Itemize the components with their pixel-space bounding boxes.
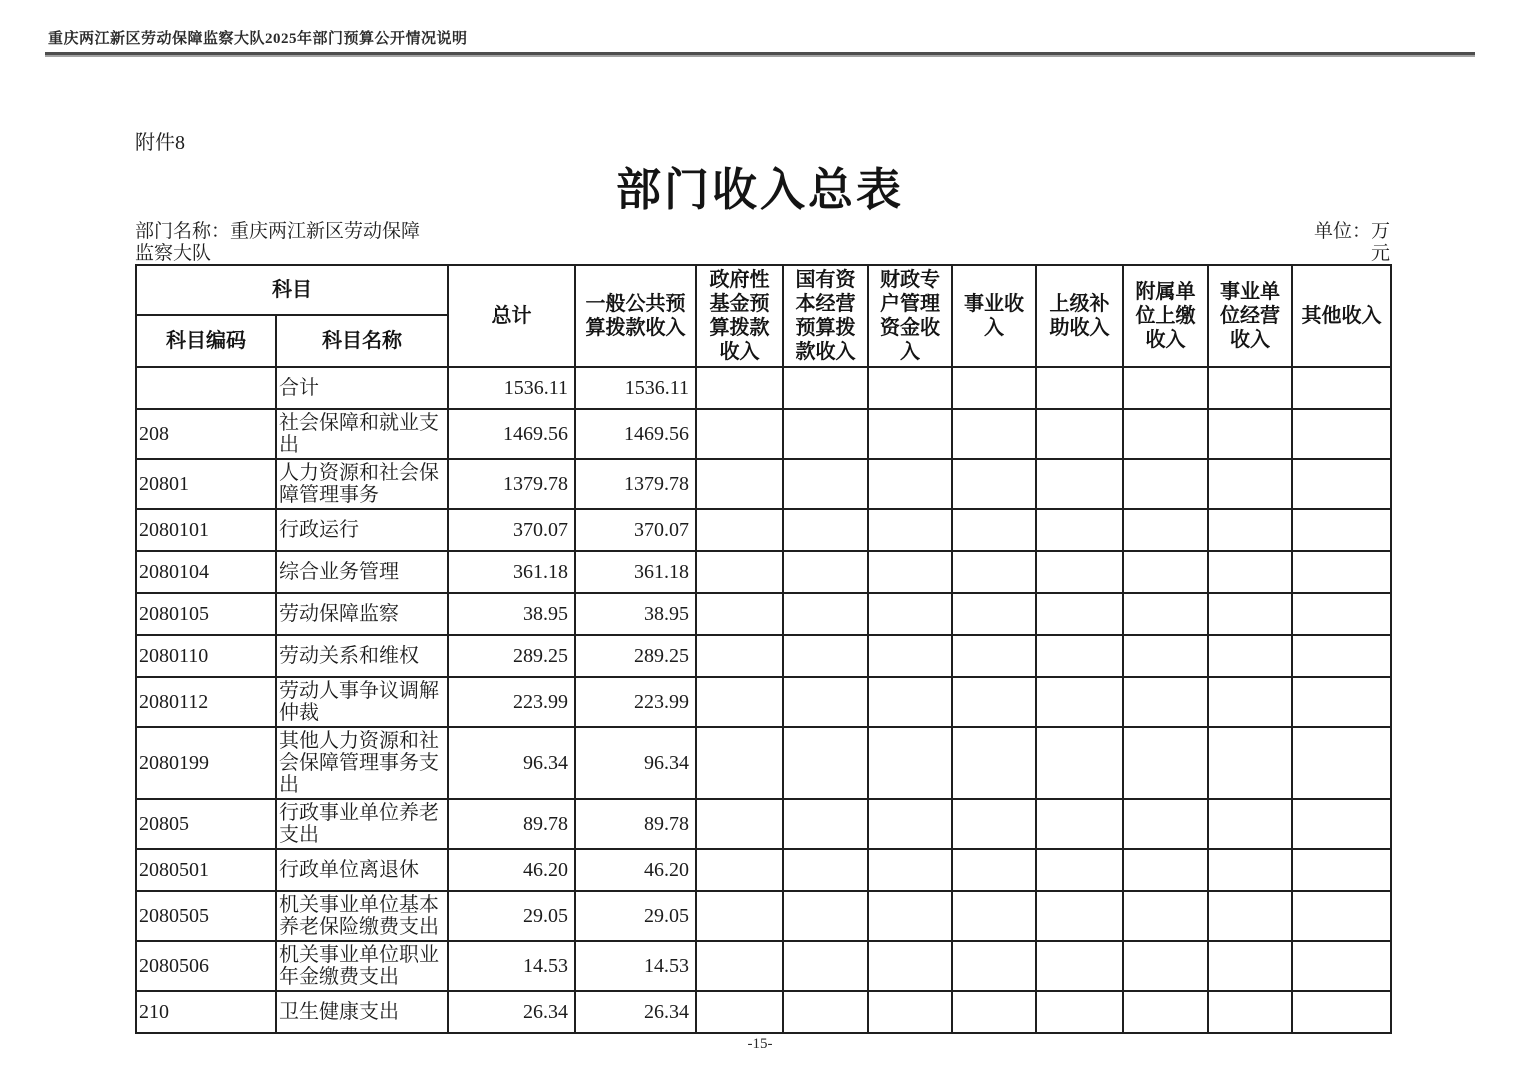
subject-name-cell: 机关事业单位职业年金缴费支出 [276, 941, 448, 991]
total-cell: 46.20 [448, 849, 575, 891]
general-budget-cell: 14.53 [575, 941, 696, 991]
header-business-income: 事业收入 [952, 265, 1036, 367]
state-capital-cell [783, 551, 868, 593]
table-row [136, 849, 1391, 891]
affiliated-unit-cell [1123, 849, 1208, 891]
total-cell: 361.18 [448, 551, 575, 593]
fiscal-account-cell [868, 509, 952, 551]
gov-fund-cell [696, 849, 783, 891]
affiliated-unit-cell [1123, 593, 1208, 635]
table-row [136, 593, 1391, 635]
state-capital-cell [783, 635, 868, 677]
other-income-cell [1292, 593, 1391, 635]
table-row [136, 941, 1391, 991]
operation-income-cell [1208, 509, 1292, 551]
table-row [136, 799, 1391, 849]
subject-name-cell: 行政事业单位养老支出 [276, 799, 448, 849]
state-capital-cell [783, 459, 868, 509]
superior-subsidy-cell [1036, 409, 1123, 459]
other-income-cell [1292, 459, 1391, 509]
other-income-cell [1292, 799, 1391, 849]
state-capital-cell [783, 991, 868, 1033]
affiliated-unit-cell [1123, 941, 1208, 991]
state-capital-cell [783, 677, 868, 727]
subject-name-cell: 行政单位离退休 [276, 849, 448, 891]
total-cell: 26.34 [448, 991, 575, 1033]
table-row [136, 409, 1391, 459]
general-budget-cell: 29.05 [575, 891, 696, 941]
general-budget-cell: 1379.78 [575, 459, 696, 509]
table-row [136, 727, 1391, 799]
superior-subsidy-cell [1036, 941, 1123, 991]
business-income-cell [952, 891, 1036, 941]
general-budget-cell: 38.95 [575, 593, 696, 635]
business-income-cell [952, 677, 1036, 727]
affiliated-unit-cell [1123, 509, 1208, 551]
general-budget-cell: 46.20 [575, 849, 696, 891]
operation-income-cell [1208, 593, 1292, 635]
fiscal-account-cell [868, 635, 952, 677]
other-income-cell [1292, 367, 1391, 409]
gov-fund-cell [696, 635, 783, 677]
fiscal-account-cell [868, 593, 952, 635]
table-row [136, 677, 1391, 727]
gov-fund-cell [696, 891, 783, 941]
operation-income-cell [1208, 409, 1292, 459]
fiscal-account-cell [868, 799, 952, 849]
operation-income-cell [1208, 727, 1292, 799]
fiscal-account-cell [868, 941, 952, 991]
subject-name-cell: 行政运行 [276, 509, 448, 551]
business-income-cell [952, 991, 1036, 1033]
fiscal-account-cell [868, 849, 952, 891]
business-income-cell [952, 367, 1036, 409]
subject-code-cell: 2080104 [136, 551, 276, 593]
general-budget-cell: 223.99 [575, 677, 696, 727]
subject-code-cell: 2080105 [136, 593, 276, 635]
header-superior-subsidy: 上级补助收入 [1036, 265, 1123, 367]
state-capital-cell [783, 891, 868, 941]
table-row [136, 991, 1391, 1033]
total-cell: 1379.78 [448, 459, 575, 509]
header-subject: 科目 [136, 265, 448, 315]
business-income-cell [952, 941, 1036, 991]
subject-name-cell: 综合业务管理 [276, 551, 448, 593]
fiscal-account-cell [868, 459, 952, 509]
gov-fund-cell [696, 459, 783, 509]
operation-income-cell [1208, 891, 1292, 941]
subject-code-cell [136, 367, 276, 409]
subject-name-cell: 劳动关系和维权 [276, 635, 448, 677]
other-income-cell [1292, 551, 1391, 593]
business-income-cell [952, 459, 1036, 509]
fiscal-account-cell [868, 677, 952, 727]
superior-subsidy-cell [1036, 551, 1123, 593]
income-summary-table [135, 264, 1392, 1034]
gov-fund-cell [696, 727, 783, 799]
state-capital-cell [783, 367, 868, 409]
gov-fund-cell [696, 409, 783, 459]
subject-code-cell: 2080112 [136, 677, 276, 727]
superior-subsidy-cell [1036, 849, 1123, 891]
general-budget-cell: 96.34 [575, 727, 696, 799]
total-cell: 29.05 [448, 891, 575, 941]
affiliated-unit-cell [1123, 991, 1208, 1033]
state-capital-cell [783, 593, 868, 635]
subject-code-cell: 2080501 [136, 849, 276, 891]
total-cell: 370.07 [448, 509, 575, 551]
fiscal-account-cell [868, 891, 952, 941]
operation-income-cell [1208, 367, 1292, 409]
header-subject-name: 科目名称 [276, 315, 448, 367]
other-income-cell [1292, 635, 1391, 677]
subject-name-cell: 其他人力资源和社会保障管理事务支出 [276, 727, 448, 799]
state-capital-cell [783, 409, 868, 459]
table-row [136, 459, 1391, 509]
department-name-label: 部门名称：重庆两江新区劳动保障监察大队 [135, 221, 421, 264]
subject-code-cell: 2080101 [136, 509, 276, 551]
business-income-cell [952, 727, 1036, 799]
subject-code-cell: 2080110 [136, 635, 276, 677]
business-income-cell [952, 799, 1036, 849]
subject-code-cell: 208 [136, 409, 276, 459]
total-cell: 289.25 [448, 635, 575, 677]
doc-header-note: 重庆两江新区劳动保障监察大队2025年部门预算公开情况说明 [48, 31, 468, 47]
subject-code-cell: 2080506 [136, 941, 276, 991]
operation-income-cell [1208, 459, 1292, 509]
gov-fund-cell [696, 991, 783, 1033]
affiliated-unit-cell [1123, 727, 1208, 799]
operation-income-cell [1208, 551, 1292, 593]
subject-name-cell: 人力资源和社会保障管理事务 [276, 459, 448, 509]
fiscal-account-cell [868, 409, 952, 459]
header-fiscal-special-account: 财政专户管理资金收入 [868, 265, 952, 367]
general-budget-cell: 1469.56 [575, 409, 696, 459]
operation-income-cell [1208, 941, 1292, 991]
affiliated-unit-cell [1123, 891, 1208, 941]
header-gov-fund-budget: 政府性基金预算拨款收入 [696, 265, 783, 367]
other-income-cell [1292, 677, 1391, 727]
fiscal-account-cell [868, 991, 952, 1033]
subject-code-cell: 20805 [136, 799, 276, 849]
state-capital-cell [783, 727, 868, 799]
state-capital-cell [783, 799, 868, 849]
affiliated-unit-cell [1123, 551, 1208, 593]
page-title: 部门收入总表 [615, 165, 904, 215]
business-income-cell [952, 551, 1036, 593]
header-general-public-budget: 一般公共预算拨款收入 [575, 265, 696, 367]
total-cell: 1469.56 [448, 409, 575, 459]
affiliated-unit-cell [1123, 635, 1208, 677]
gov-fund-cell [696, 941, 783, 991]
fiscal-account-cell [868, 551, 952, 593]
subject-name-cell: 机关事业单位基本养老保险缴费支出 [276, 891, 448, 941]
general-budget-cell: 361.18 [575, 551, 696, 593]
gov-fund-cell [696, 367, 783, 409]
other-income-cell [1292, 727, 1391, 799]
subject-name-cell: 劳动保障监察 [276, 593, 448, 635]
superior-subsidy-cell [1036, 991, 1123, 1033]
page-number: -15- [747, 1036, 773, 1052]
superior-subsidy-cell [1036, 367, 1123, 409]
total-cell: 89.78 [448, 799, 575, 849]
subject-code-cell: 2080199 [136, 727, 276, 799]
unit-label: 单位：万元 [1313, 221, 1390, 264]
header-total: 总计 [448, 265, 575, 367]
business-income-cell [952, 593, 1036, 635]
table-row [136, 367, 1391, 409]
gov-fund-cell [696, 677, 783, 727]
state-capital-cell [783, 849, 868, 891]
operation-income-cell [1208, 677, 1292, 727]
business-income-cell [952, 849, 1036, 891]
operation-income-cell [1208, 991, 1292, 1033]
operation-income-cell [1208, 635, 1292, 677]
header-affiliated-unit-income: 附属单位上缴收入 [1123, 265, 1208, 367]
total-cell: 38.95 [448, 593, 575, 635]
general-budget-cell: 370.07 [575, 509, 696, 551]
header-rule [45, 52, 1475, 57]
superior-subsidy-cell [1036, 635, 1123, 677]
gov-fund-cell [696, 799, 783, 849]
table-row [136, 551, 1391, 593]
total-cell: 96.34 [448, 727, 575, 799]
other-income-cell [1292, 409, 1391, 459]
operation-income-cell [1208, 799, 1292, 849]
total-cell: 14.53 [448, 941, 575, 991]
subject-name-cell: 社会保障和就业支出 [276, 409, 448, 459]
operation-income-cell [1208, 849, 1292, 891]
affiliated-unit-cell [1123, 799, 1208, 849]
other-income-cell [1292, 509, 1391, 551]
state-capital-cell [783, 509, 868, 551]
other-income-cell [1292, 891, 1391, 941]
other-income-cell [1292, 991, 1391, 1033]
state-capital-cell [783, 941, 868, 991]
general-budget-cell: 1536.11 [575, 367, 696, 409]
superior-subsidy-cell [1036, 459, 1123, 509]
table-row [136, 509, 1391, 551]
business-income-cell [952, 409, 1036, 459]
subject-name-cell: 劳动人事争议调解仲裁 [276, 677, 448, 727]
fiscal-account-cell [868, 727, 952, 799]
subject-code-cell: 210 [136, 991, 276, 1033]
general-budget-cell: 89.78 [575, 799, 696, 849]
business-income-cell [952, 509, 1036, 551]
general-budget-cell: 26.34 [575, 991, 696, 1033]
superior-subsidy-cell [1036, 509, 1123, 551]
fiscal-account-cell [868, 367, 952, 409]
superior-subsidy-cell [1036, 891, 1123, 941]
subject-name-cell: 卫生健康支出 [276, 991, 448, 1033]
affiliated-unit-cell [1123, 677, 1208, 727]
subject-name-cell: 合计 [276, 367, 448, 409]
header-operation-income: 事业单位经营收入 [1208, 265, 1292, 367]
business-income-cell [952, 635, 1036, 677]
header-state-capital-budget: 国有资本经营预算拨款收入 [783, 265, 868, 367]
other-income-cell [1292, 849, 1391, 891]
total-cell: 1536.11 [448, 367, 575, 409]
other-income-cell [1292, 941, 1391, 991]
header-subject-code: 科目编码 [136, 315, 276, 367]
superior-subsidy-cell [1036, 677, 1123, 727]
affiliated-unit-cell [1123, 409, 1208, 459]
table-header-row-1 [136, 265, 1391, 315]
header-other-income: 其他收入 [1292, 265, 1391, 367]
superior-subsidy-cell [1036, 799, 1123, 849]
table-row [136, 635, 1391, 677]
table-body [136, 367, 1391, 1033]
table-row [136, 891, 1391, 941]
affiliated-unit-cell [1123, 459, 1208, 509]
attachment-label: 附件8 [135, 132, 185, 154]
subject-code-cell: 2080505 [136, 891, 276, 941]
gov-fund-cell [696, 593, 783, 635]
gov-fund-cell [696, 551, 783, 593]
gov-fund-cell [696, 509, 783, 551]
subject-code-cell: 20801 [136, 459, 276, 509]
total-cell: 223.99 [448, 677, 575, 727]
affiliated-unit-cell [1123, 367, 1208, 409]
superior-subsidy-cell [1036, 727, 1123, 799]
superior-subsidy-cell [1036, 593, 1123, 635]
general-budget-cell: 289.25 [575, 635, 696, 677]
